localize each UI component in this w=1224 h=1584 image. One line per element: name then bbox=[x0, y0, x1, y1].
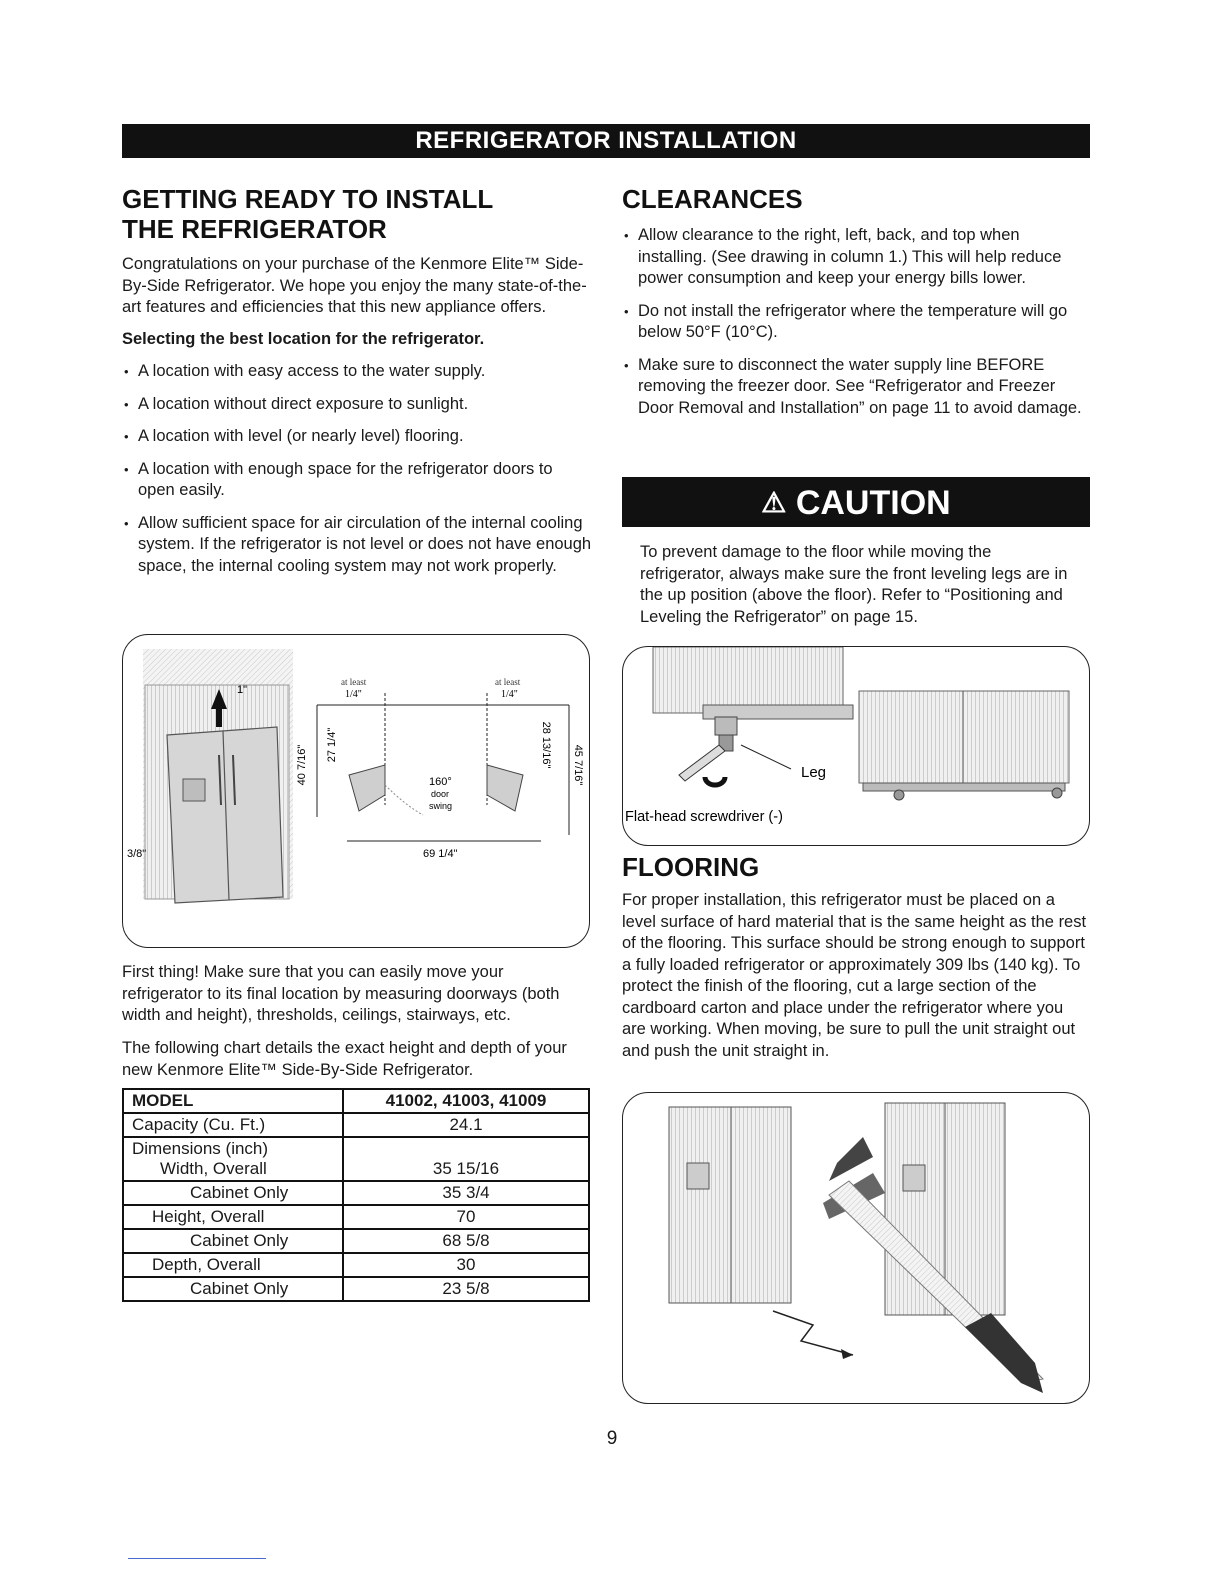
first-thing-paragraph: First thing! Make sure that you can easily move your refrigerator to its final location by measuring doorways (both width and height), thresholds, ceilings, stairways, etc. bbox=[122, 963, 560, 1024]
height-27: 27 1/4" bbox=[326, 727, 338, 763]
arrow-down-icon bbox=[965, 1313, 1043, 1393]
refrigerator-body bbox=[167, 727, 283, 903]
table-row bbox=[123, 1277, 589, 1301]
list-item: • Make sure to disconnect the water supply line BEFORE removing the freezer door. See “Refrigerator and Freezer Door Removal and Installation” on page 11 to avoid damage. bbox=[622, 355, 1090, 420]
row-label: Height, Overall bbox=[123, 1205, 343, 1229]
at-least-right: at least bbox=[495, 677, 521, 687]
dimensions-label: Dimensions (inch) bbox=[132, 1139, 269, 1158]
dispenser bbox=[183, 779, 205, 801]
right-door bbox=[487, 765, 523, 811]
location-list bbox=[122, 361, 592, 577]
screwdriver-label: Flat-head screwdriver (-) bbox=[625, 809, 783, 825]
row-label: Cabinet Only bbox=[123, 1229, 343, 1253]
list-item: • A location with level (or nearly level) flooring. bbox=[122, 426, 592, 448]
fridge-front-view bbox=[859, 691, 1069, 783]
section-banner: REFRIGERATOR INSTALLATION bbox=[122, 124, 1090, 158]
table-row bbox=[123, 1253, 589, 1277]
width-overall-label: Width, Overall bbox=[160, 1159, 267, 1178]
header-model: MODEL bbox=[123, 1089, 343, 1113]
intro-paragraph: Congratulations on your purchase of the Kenmore Elite™ Side-By-Side Refrigerator. We hope you enjoy the many state-of-the-art features and efficiencies that this new appliance offers. bbox=[122, 255, 587, 316]
pull-arrow-icon bbox=[773, 1311, 853, 1355]
table-row bbox=[123, 1137, 589, 1181]
list-item: • A location without direct exposure to sunlight. bbox=[122, 394, 592, 416]
caution-text: To prevent damage to the floor while moving the refrigerator, always make sure the front leveling legs are in the up position (above the floor). Refer to “Positioning and Leveling the Refrigerator” on page 15. bbox=[640, 543, 1068, 626]
table-row bbox=[123, 1181, 589, 1205]
page-number: 9 bbox=[606, 1428, 618, 1449]
row-value: 35 3/4 bbox=[343, 1181, 589, 1205]
width-69: 69 1/4" bbox=[423, 848, 458, 860]
location-subheading: Selecting the best location for the refrigerator. bbox=[122, 329, 485, 348]
list-item: • A location with easy access to the water supply. bbox=[122, 361, 592, 383]
list-item: • Allow sufficient space for air circulation of the internal cooling system. If the refrigerator is not level or does not have enough space, the internal cooling system may not work properly. bbox=[122, 513, 592, 578]
row-label: Cabinet Only bbox=[123, 1277, 343, 1301]
caution-banner bbox=[622, 477, 1090, 527]
swing-door: door bbox=[431, 789, 450, 799]
screwdriver-icon bbox=[679, 745, 725, 781]
quarter-left: 1/4" bbox=[345, 689, 362, 700]
leg-closeup bbox=[715, 717, 737, 735]
spec-table bbox=[122, 1088, 590, 1302]
height-28: 28 13/16" bbox=[540, 721, 552, 769]
fridge-base-closeup bbox=[653, 647, 843, 713]
rotate-arrow-icon bbox=[705, 777, 725, 785]
heading-line-2: THE REFRIGERATOR bbox=[122, 214, 387, 244]
leg-label: Leg bbox=[801, 764, 827, 781]
row-value: 23 5/8 bbox=[343, 1277, 589, 1301]
row-value: 30 bbox=[343, 1253, 589, 1277]
row-value: 68 5/8 bbox=[343, 1229, 589, 1253]
flooring-heading: FLOORING bbox=[622, 852, 760, 882]
leveling-illustration bbox=[623, 647, 1089, 845]
footer-rule bbox=[128, 1558, 266, 1559]
row-label: Capacity (Cu. Ft.) bbox=[123, 1113, 343, 1137]
list-item: • A location with enough space for the refrigerator doors to open easily. bbox=[122, 459, 592, 502]
row-label: Depth, Overall bbox=[123, 1253, 343, 1277]
header-models: 41002, 41003, 41009 bbox=[343, 1089, 589, 1113]
list-item: • Do not install the refrigerator where the temperature will go below 50°F (10°C). bbox=[622, 301, 1090, 344]
arrow-up-icon bbox=[829, 1137, 873, 1181]
heading-line-1: GETTING READY TO INSTALL bbox=[122, 184, 494, 214]
top-gap-label: 1" bbox=[237, 684, 248, 696]
moving-illustration bbox=[623, 1093, 1089, 1403]
chart-intro-paragraph: The following chart details the exact height and depth of your new Kenmore Elite™ Side-By-Side Refrigerator. bbox=[122, 1039, 567, 1079]
left-door bbox=[349, 765, 385, 811]
left-column bbox=[122, 184, 592, 577]
moving-figure bbox=[622, 1092, 1090, 1404]
table-row bbox=[123, 1205, 589, 1229]
caution-title: CAUTION bbox=[795, 484, 951, 522]
clearances-heading: CLEARANCES bbox=[622, 184, 803, 214]
warning-triangle-icon: ⚠ bbox=[761, 487, 787, 518]
leveling-leg-figure bbox=[622, 646, 1090, 846]
right-column bbox=[622, 184, 1090, 419]
row-label: Cabinet Only bbox=[123, 1181, 343, 1205]
height-45: 45 7/16" bbox=[572, 744, 584, 786]
flooring-paragraph: For proper installation, this refrigerator must be placed on a level surface of hard material that is the same height as the rest of the flooring. This surface should be strong enough to support a fully loaded refrigerator or approximately 309 lbs (140 kg). To protect the finish of the flooring, cut a large section of the cardboard carton and place under the refrigerator where you are working. When moving, be sure to pull the unit straight out and push the unit straight in. bbox=[622, 891, 1087, 1060]
swing-word: swing bbox=[429, 801, 453, 811]
row-value: 70 bbox=[343, 1205, 589, 1229]
at-least-left: at least bbox=[341, 677, 367, 687]
row-value: 35 15/16 bbox=[343, 1137, 589, 1181]
clearance-illustration bbox=[123, 635, 589, 947]
clearances-list bbox=[622, 225, 1090, 419]
swing-degrees: 160° bbox=[429, 776, 452, 788]
list-item: • Allow clearance to the right, left, back, and top when installing. (See drawing in column 1.) This will help reduce power consumption and keep your energy bills lower. bbox=[622, 225, 1090, 290]
table-row bbox=[123, 1229, 589, 1253]
fridge-front bbox=[669, 1107, 791, 1303]
side-gap-label: 3/8" bbox=[127, 848, 147, 860]
row-label bbox=[123, 1137, 343, 1181]
table-row bbox=[123, 1113, 589, 1137]
row-value: 24.1 bbox=[343, 1113, 589, 1137]
table-header-row bbox=[123, 1089, 589, 1113]
clearance-diagram bbox=[122, 634, 590, 948]
quarter-right: 1/4" bbox=[501, 689, 518, 700]
height-40: 40 7/16" bbox=[296, 744, 308, 786]
getting-ready-heading bbox=[122, 184, 592, 244]
